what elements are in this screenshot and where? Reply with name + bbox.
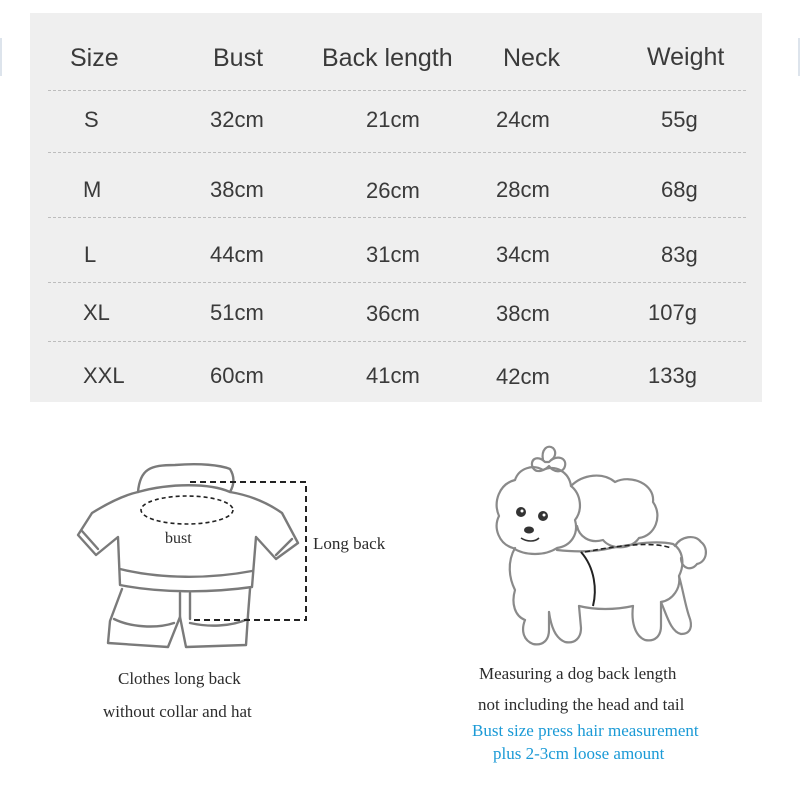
cell-neck: 38cm: [496, 301, 550, 326]
dog-caption-line1: Measuring a dog back length: [479, 664, 677, 683]
dog-caption-line2: not including the head and tail: [478, 695, 685, 714]
cell-back-length: 36cm: [366, 301, 420, 326]
cell-weight: 68g: [661, 177, 698, 202]
cell-back-length: 26cm: [366, 178, 420, 203]
cell-weight: 133g: [648, 363, 697, 388]
bust-note-line2: plus 2-3cm loose amount: [493, 744, 665, 763]
row-separator: [48, 282, 746, 283]
dog-measurement-illustration: [485, 440, 715, 655]
cell-neck: 28cm: [496, 177, 550, 202]
cell-weight: 55g: [661, 107, 698, 132]
cell-neck: 24cm: [496, 107, 550, 132]
cell-bust: 38cm: [210, 177, 264, 202]
cell-back-length: 31cm: [366, 242, 420, 267]
cell-weight: 83g: [661, 242, 698, 267]
cell-bust: 44cm: [210, 242, 264, 267]
cell-back-length: 41cm: [366, 363, 420, 388]
long-back-label: Long back: [313, 534, 386, 553]
cell-bust: 32cm: [210, 107, 264, 132]
cell-neck: 34cm: [496, 242, 550, 267]
header-weight: Weight: [647, 43, 725, 71]
header-bust: Bust: [213, 44, 264, 72]
cell-size: XL: [83, 300, 110, 325]
cell-size: L: [84, 242, 97, 267]
dog-clothes-illustration: [70, 455, 320, 655]
header-size: Size: [70, 44, 119, 72]
row-separator: [48, 90, 746, 91]
cell-weight: 107g: [648, 300, 697, 325]
row-separator: [48, 341, 746, 342]
bust-label: bust: [165, 530, 192, 547]
bust-note-line1: Bust size press hair measurement: [472, 721, 699, 740]
cell-back-length: 21cm: [366, 107, 420, 132]
clothes-caption-line1: Clothes long back: [118, 669, 241, 688]
cell-bust: 60cm: [210, 363, 264, 388]
size-chart-table: [30, 13, 762, 402]
cell-bust: 51cm: [210, 300, 264, 325]
cell-neck: 42cm: [496, 364, 550, 389]
clothes-caption-line2: without collar and hat: [103, 702, 252, 721]
row-separator: [48, 217, 746, 218]
left-edge-mark: [0, 38, 2, 76]
header-neck: Neck: [503, 44, 560, 72]
cell-size: XXL: [83, 363, 125, 388]
cell-size: S: [84, 107, 99, 132]
cell-size: M: [83, 177, 102, 202]
row-separator: [48, 152, 746, 153]
header-back-length: Back length: [322, 44, 453, 72]
